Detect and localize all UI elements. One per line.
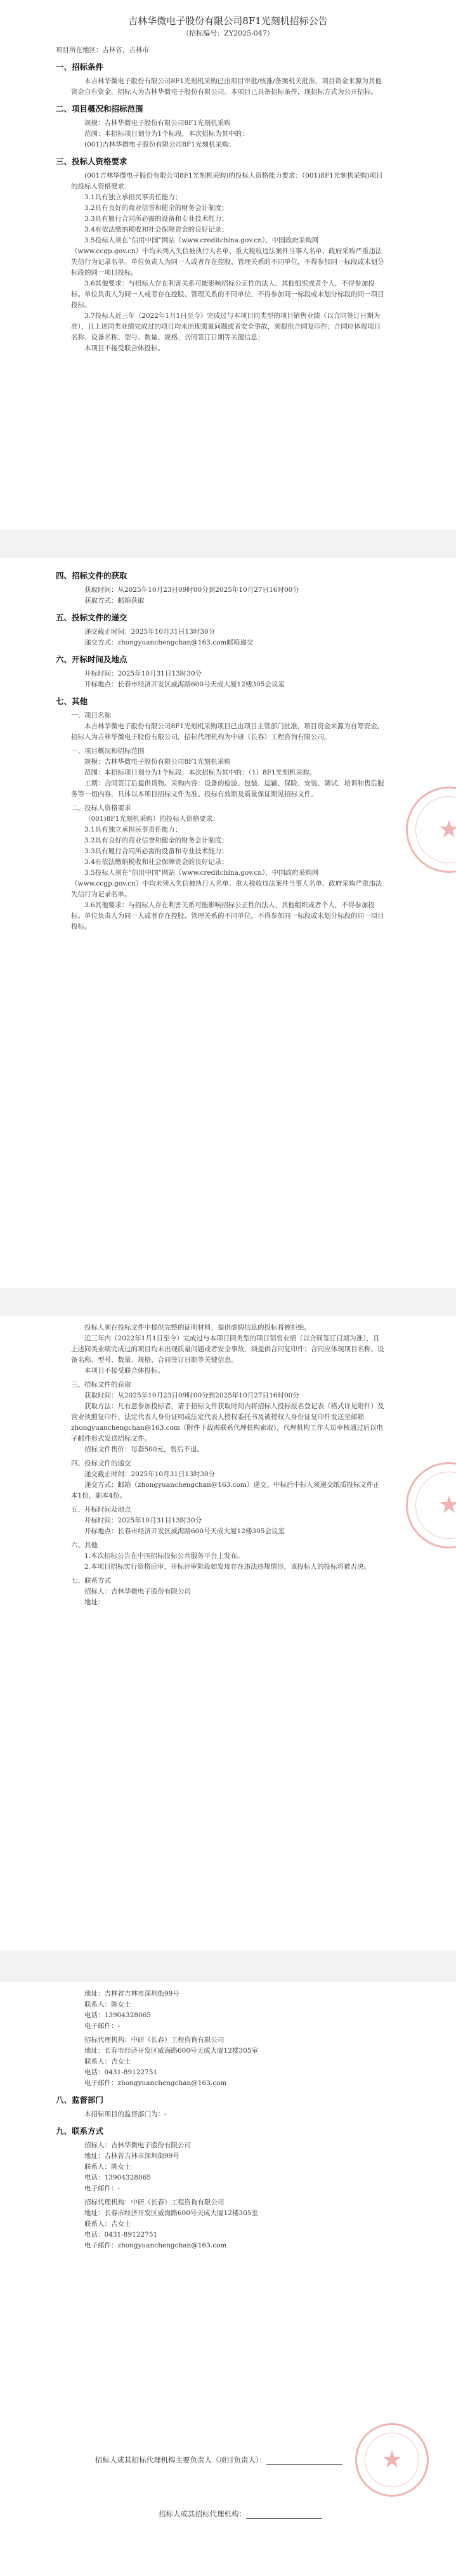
section-heading: 四、招标文件的获取 <box>56 571 127 580</box>
signature-blank <box>246 2511 322 2519</box>
list-item: 递交方式：zhongyuanchengchan@163.com邮箱递交 <box>84 639 254 646</box>
list-item: 招标人：吉林华微电子股份有限公司 <box>84 2141 191 2149</box>
page-4 <box>0 1982 456 2576</box>
list-item: 地址：吉林省吉林市深圳街99号 <box>84 2152 179 2160</box>
section-heading: 八、监督部门 <box>56 2095 104 2105</box>
list-item: 获取方法：凡有意参加投标者，请于招标文件获取时间内将招标人投标报名登记表（格式详见附件）及营业执照复印件、法定代表人身份证明或法定代表人授权委托书及被授权人身份证复印件发送至邮箱zhongyuanchengchan@163.com（附件下载需联系代理机构索取），代理机构工作人员审核通过后以电子邮件形式发送招标文件。 <box>71 1402 384 1442</box>
list-item: 电子邮件：zhongyuanchengchan@163.com <box>84 2079 227 2087</box>
list-item: 地址：长春市经济开发区威海路600号天成大厦12楼305室 <box>84 2209 258 2217</box>
signature-line-agency <box>159 2509 322 2519</box>
list-item: 一、项目概况和招标范围 <box>71 747 145 755</box>
list-item: 1.本次招标公告在中国招标投标公共服务平台上发布。 <box>84 1552 244 1560</box>
list-item: 3.7投标人近三年（2022年1月1日至今）完成过与本项目同类型的项目销售业绩（以合同签订日期为准），且上述同类业绩完成过的项目均未出现质量问题或者安全事故，须提供合同复印件；合同应体现项目名称、设备名称、型号、数量、规格、合同签订日期等关键信息； <box>71 312 381 341</box>
list-item: 一、项目名称 <box>71 712 111 719</box>
list-item: 3.3具有履行合同所必需的设备和专业技术能力； <box>84 847 228 855</box>
list-item: 电子邮件：zhongyuanchengchan@163.com <box>84 2242 227 2249</box>
list-item: 电话：0431-89122751 <box>84 2069 158 2076</box>
list-item: 3.3具有履行合同所必需的设备和专业技术能力； <box>84 215 228 223</box>
list-item: 招标代理机构：中研（长春）工程咨询有限公司 <box>84 2199 225 2206</box>
list-item: 开标地点：长春市经济开发区威海路600号天成大厦12楼305会议室 <box>84 681 285 688</box>
section-heading: 七、其他 <box>56 696 88 706</box>
list-item: 3.6其他要求：与招标人存在利害关系可能影响招标公正性的法人、其他组织或者个人，不得参加投标。单位负责人为同一人或者存在控股、管理关系的不同单位，不得参加同一标段或未划分标段的同一项目投标。 <box>71 901 384 931</box>
page-3 <box>0 1316 456 1951</box>
signature-label: 招标人或其招标代理机构主要负责人（项目负责人）： <box>95 2455 267 2464</box>
list-item: 近三年内（2022年1月1日至今）完成过与本项目同类型的项目销售业绩（以合同签订日期为准），且上述同类业绩完成过的项目均未出现质量问题或者安全事故，须提供合同复印件；合同应体现项目名称、设备名称、型号、数量、规格、合同签订日期等关键信息。 <box>71 1335 384 1364</box>
list-item: 联系人：陈女士 <box>84 2001 131 2008</box>
list-item: 3.1具有独立承担民事责任能力； <box>84 826 182 834</box>
list-item: 招标人：吉林华微电子股份有限公司 <box>84 1588 191 1595</box>
list-item: 规模：吉林华微电子股份有限公司8F1光刻机采购 <box>84 758 231 766</box>
signature-blank <box>266 2457 342 2465</box>
list-item: 电子邮件：- <box>84 2022 121 2030</box>
page-1 <box>0 0 456 530</box>
list-item: 递交截止时间：2025年10月31日13时30分 <box>84 628 216 636</box>
list-item: 3.2具有良好的商业信誉和健全的财务会计制度； <box>84 204 228 212</box>
list-item: 工期：合同签订后提供货物。采购内容：设备的检验、包装、运输、保险、安装、调试、培训和售后服务等一切内容，具体以本项目招标文件为准。投标有效期及质量保证期见招标文件。 <box>71 780 384 798</box>
list-item: 递交方式：邮箱（zhongyuanchengchan@163.com）递交。中标后中标人须递交纸质投标文件正本1份，副本4份。 <box>71 1481 380 1500</box>
list-item: 递交截止时间：2025年10月31日13时30分 <box>84 1470 216 1478</box>
section-heading: 二、项目概况和招标范围 <box>56 104 143 114</box>
list-item: 3.2具有良好的商业信誉和健全的财务会计制度； <box>84 837 228 844</box>
list-item: 3.6其他要求：与招标人存在利害关系可能影响招标公正性的法人、其他组织或者个人，不得参加投标。单位负责人为同一人或者存在控股、管理关系的不同单位，不得参加同一标段或未划分标段的同一项目投标。 <box>71 280 384 309</box>
list-item: 开标时间：2025年10月31日13时30分 <box>84 1517 202 1524</box>
section-heading: 一、招标条件 <box>56 62 104 72</box>
list-item: 电话：13904328065 <box>84 2011 151 2019</box>
section-text: 本吉林华微电子股份有限公司8F1光刻机采购已由项目审批/核准/备案机关批准，项目资金来源为其他资金自有资金，招标人为吉林华微电子股份有限公司。本项目已具备招标条件，现招标方式为公开招标。 <box>71 77 382 96</box>
list-item: 地址：吉林省吉林市深圳街99号 <box>84 1990 179 1997</box>
list-item: 规模：吉林华微电子股份有限公司8F1光刻机采购 <box>84 119 231 127</box>
list-item: 本招标项目的监督部门为：- <box>84 2110 167 2118</box>
list-item: 3.5投标人须在“信用中国”网站（www.creditchina.gov.cn）、中国政府采购网（www.ccgp.gov.cn）中均未列入失信被执行人名单、重大税收违法案件当事人名单、政府采购严重违法失信行为记录名单。 <box>71 869 382 898</box>
list-item: 联系人：吉女士 <box>84 2220 131 2228</box>
list-item: 招标代理机构：中研（长春）工程咨询有限公司 <box>84 2036 225 2044</box>
list-item: 开标时间：2025年10月31日13时30分 <box>84 670 202 677</box>
list-item: 联系人：陈女士 <box>84 2163 131 2171</box>
list-item: 开标地点：长春市经济开发区威海路600号天成大厦12楼305会议室 <box>84 1527 285 1535</box>
page-2 <box>0 558 456 1288</box>
list-item: 2.本项目招标实行资格后审，开标评审阶段如发现存在违法违规情形，该投标人的投标将被否决。 <box>84 1563 371 1571</box>
list-item: 获取方式：邮箱获取 <box>84 597 145 605</box>
list-item: 招标文件售价：每套500元，售后不退。 <box>84 1446 204 1453</box>
list-item: 六、其他 <box>71 1541 98 1549</box>
list-item: 三、招标文件的获取 <box>71 1381 131 1389</box>
list-item: 范围：本招标项目划分为1个标段，本次招标为其中的： <box>84 130 249 138</box>
section-heading: 九、联系方式 <box>56 2126 104 2136</box>
list-item: (001)吉林华微电子股份有限公司8F1光刻机采购； <box>84 141 235 148</box>
list-item: 3.4有依法缴纳税收和社会保障资金的良好记录； <box>84 858 228 866</box>
list-item: 本项目不接受联合体投标。 <box>84 1367 164 1375</box>
official-seal <box>355 2423 429 2497</box>
list-item: 3.4有依法缴纳税收和社会保障资金的良好记录； <box>84 226 228 233</box>
list-item: 七、联系方式 <box>71 1577 111 1585</box>
signature-label: 招标人或其招标代理机构： <box>159 2509 246 2518</box>
list-item: 地址：长春市经济开发区威海路600号天成大厦12楼305室 <box>84 2047 258 2055</box>
project-location: 项目所在地区：吉林省，吉林市 <box>56 46 149 54</box>
list-item: 获取时间：从2025年10月23日09时00分到2025年10月27日16时00分 <box>84 1392 299 1399</box>
list-item: 获取时间：从2025年10月23日09时00分到2025年10月27日16时00分 <box>84 586 299 594</box>
list-item: 电话：13904328065 <box>84 2174 151 2181</box>
list-item: 投标人须在投标文件中提供完整的证明材料，提供虚假信息的投标将被拒绝。 <box>84 1324 311 1331</box>
notice-title: 吉林华微电子股份有限公司8F1光刻机招标公告 <box>128 15 328 27</box>
list-item: 联系人：吉女士 <box>84 2058 131 2065</box>
list-item: 本项目不接受联合体投标。 <box>84 344 164 352</box>
list-item: 范围：本招标项目划分为1个标段，本次招标为其中的：（1）8F1光刻机采购。 <box>84 769 316 776</box>
list-item: 二、投标人资格要求 <box>71 804 131 812</box>
notice-number: （招标编号：ZY2025-047） <box>182 29 274 37</box>
list-item: 本吉林华微电子股份有限公司8F1光刻机采购项目已由项目主管部门批准，项目资金来源为自筹资金，招标人为吉林华微电子股份有限公司，招标代理机构为中研（长春）工程咨询有限公司。 <box>71 722 384 741</box>
list-item: 3.5投标人须在“信用中国”网站（www.creditchina.gov.cn）、中国政府采购网（www.ccgp.gov.cn）中均未列入失信被执行人名单、重大税收违法案件当事人名单、政府采购严重违法失信行为记录名单。单位负责人为同一人或者存在控股、管理关系的不同单位，不得参加同一标段或未划分标段的同一项目投标。 <box>71 237 384 277</box>
section-heading: 五、投标文件的递交 <box>56 613 127 622</box>
list-item: 电子邮件：- <box>84 2185 121 2192</box>
list-item: 五、开标时间及地点 <box>71 1506 131 1514</box>
section-heading: 三、投标人资格要求 <box>56 157 127 166</box>
list-item: 四、投标文件的递交 <box>71 1460 131 1467</box>
signature-line-responsible <box>95 2455 342 2465</box>
list-item: （001)8F1光刻机采购）的投标人资格要求： <box>84 815 219 823</box>
section-heading: 六、开标时间及地点 <box>56 655 127 664</box>
list-item: 地址： <box>84 1599 105 1606</box>
list-item: 3.1具有独立承担民事责任能力； <box>84 193 182 201</box>
list-item: 电话：0431-89122751 <box>84 2231 158 2239</box>
list-item: (001吉林华微电子股份有限公司8F1光刻机采购)的投标人资格能力要求：（001)8F1光刻机采购)项目的投标人资格要求： <box>71 172 383 190</box>
